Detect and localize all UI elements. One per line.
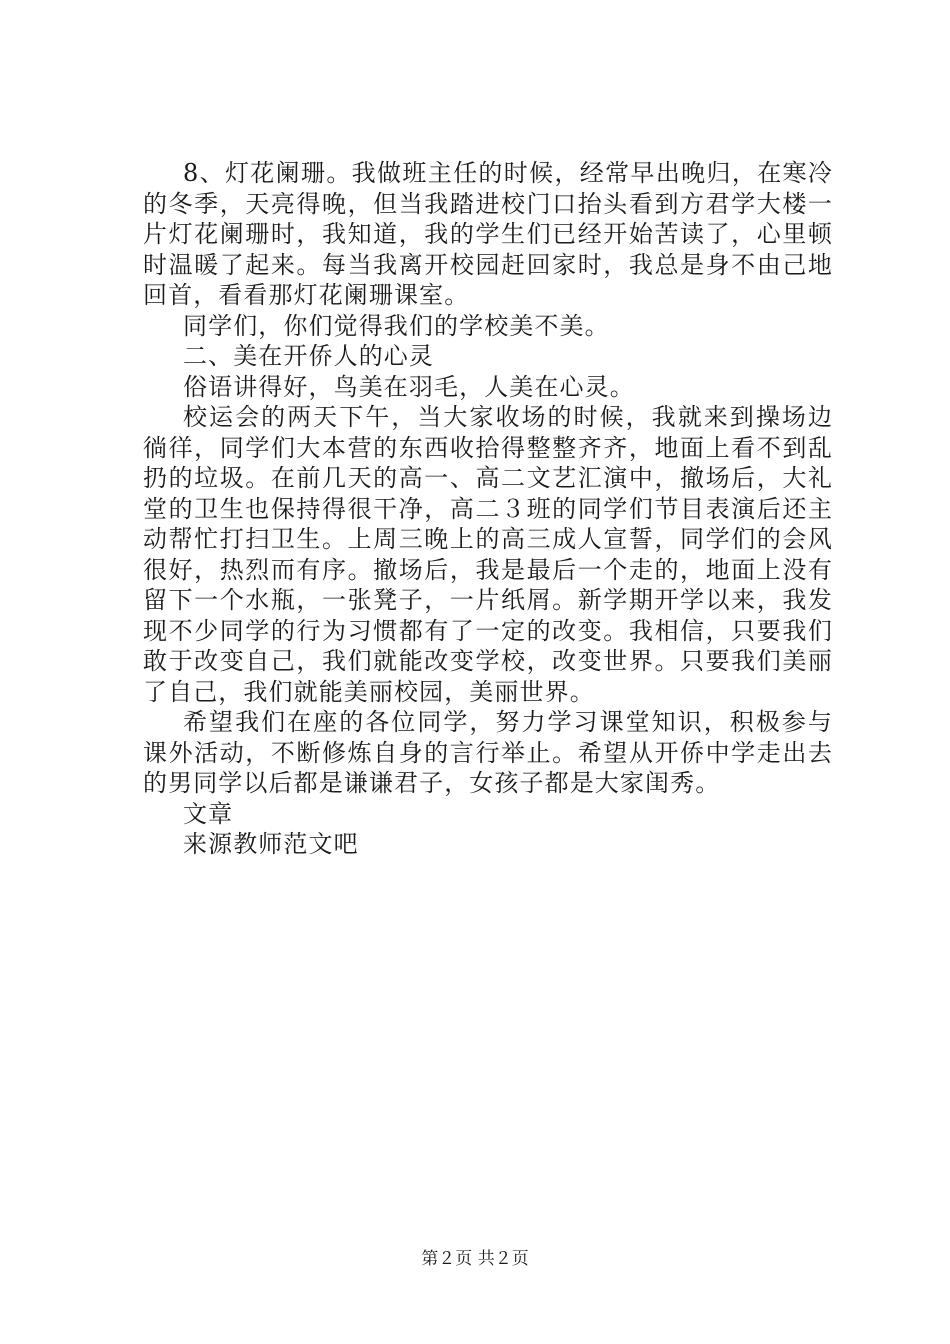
page-number-footer: 第２页 共２页	[421, 1249, 529, 1269]
document-body	[143, 158, 833, 860]
paragraph-hope: 希望我们在座的各位同学，努力学习课堂知识，积极参与课外活动，不断修炼自身的言行举止。希望从开侨中学走出去的男同学以后都是谦谦君子，女孩子都是大家闺秀。	[143, 708, 833, 797]
section-heading: 二、美在开侨人的心灵	[183, 342, 434, 370]
paragraph-proverb: 俗语讲得好，鸟美在羽毛，人美在心灵。	[183, 372, 635, 401]
paragraph-lantern: 8、灯花阑珊。我做班主任的时候，经常早出晚归，在寒冷的冬季，天亮得晚，但当我踏进校门口抬头看到方君学大楼一片灯花阑珊时，我知道，我的学生们已经开始苦读了，心里顿时温暖了起来。每当我离开校园赶回家时，我总是身不由己地回首，看看那灯花阑珊课室。	[143, 159, 833, 309]
paragraph-article-label: 文章	[183, 799, 234, 828]
paragraph-question: 同学们，你们觉得我们的学校美不美。	[183, 311, 610, 340]
paragraph-source: 来源教师范文吧	[183, 830, 359, 858]
paragraph-sports-day: 校运会的两天下午，当大家收场的时候，我就来到操场边徜徉，同学们大本营的东西收拾得整整齐齐，地面上看不到乱扔的垃圾。在前几天的高一、高二文艺汇演中，撤场后，大礼堂的卫生也保持得很干净，高二３班的同学们节目表演后还主动帮忙打扫卫生。上周三晚上的高三成人宣誓，同学们的会风很好，热烈而有序。撤场后，我是最后一个走的，地面上没有留下一个水瓶，一张凳子，一片纸屑。新学期开学以来，我发现不少同学的行为习惯都有了一定的改变。我相信，只要我们敢于改变自己，我们就能改变学校，改变世界。只要我们美丽了自己，我们就能美丽校园，美丽世界。	[143, 403, 833, 706]
